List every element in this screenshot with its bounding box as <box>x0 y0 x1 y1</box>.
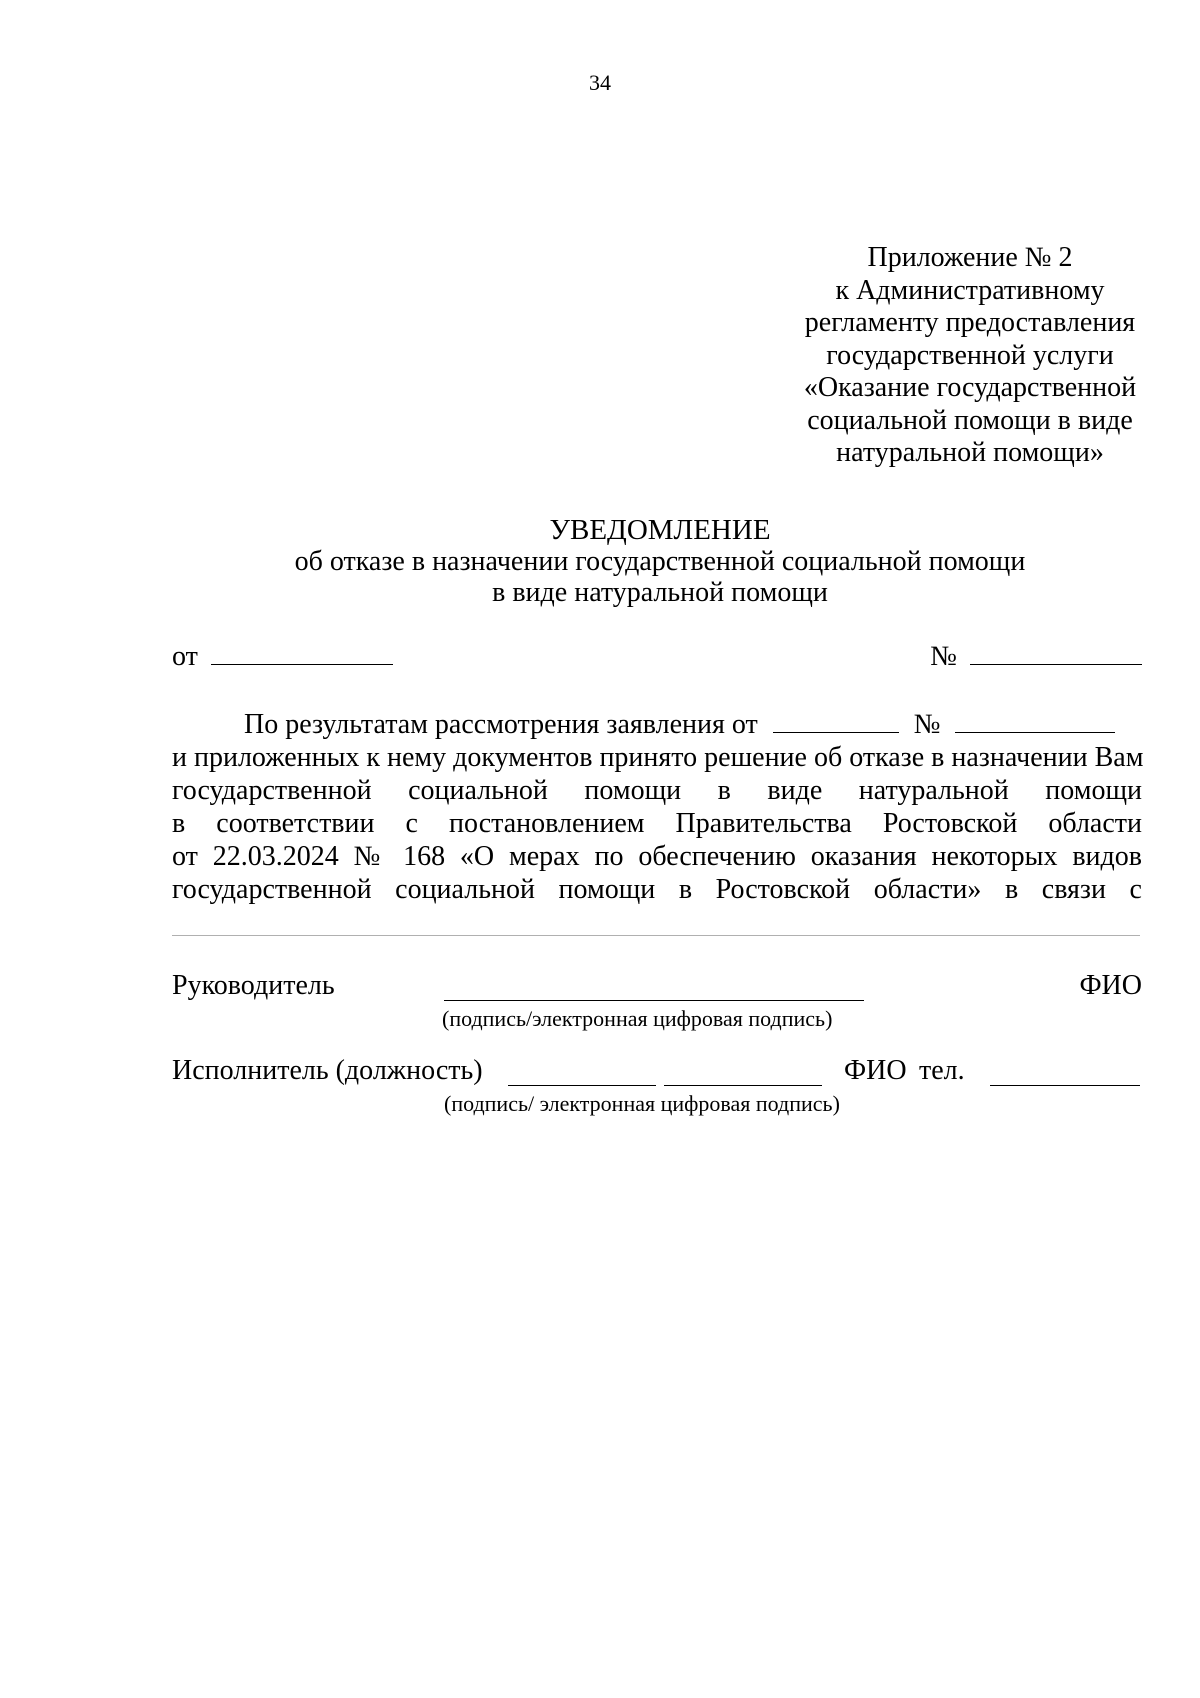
executor-phone-label: тел. <box>919 1055 965 1086</box>
number-blank[interactable] <box>970 640 1142 665</box>
appendix-line: натуральной помощи» <box>836 437 1104 468</box>
date-blank[interactable] <box>211 640 393 665</box>
body-line-2: и приложенных к нему документов принято решение об отказе в назначении Вам <box>172 742 1144 773</box>
appendix-line: «Оказание государственной <box>803 372 1137 403</box>
date-number-row <box>172 640 1142 680</box>
executor-signature-row <box>172 1055 1142 1135</box>
executor-phone-line[interactable] <box>990 1055 1140 1086</box>
notice-subtitle-line1: об отказе в назначении государственной социальной помощи <box>294 546 1026 577</box>
body-line-6: государственной социальной помощи в Ростовской области» в связи с <box>172 874 1142 905</box>
page-number: 34 <box>589 70 611 95</box>
head-signature-line[interactable] <box>444 970 864 1001</box>
appendix-line: социальной помощи в виде <box>807 404 1133 436</box>
executor-label: Исполнитель (должность) <box>172 1055 483 1086</box>
notice-subtitle-line2: в виде натуральной помощи <box>492 577 828 608</box>
number-label: № <box>930 641 957 672</box>
body-line-4: в соответствии с постановлением Правительства Ростовской области <box>172 808 1142 839</box>
head-signature-row <box>172 970 1142 1050</box>
notice-body <box>172 708 1142 906</box>
body-line-3: государственной социальной помощи в виде натуральной помощи <box>172 775 1142 806</box>
application-number-blank[interactable] <box>955 708 1115 733</box>
date-field <box>172 640 393 673</box>
date-label: от <box>172 641 198 672</box>
body-line-5: от 22.03.2024 № 168 «О мерах по обеспечению оказания некоторых видов <box>172 841 1142 872</box>
body-line-1-text: По результатам рассмотрения заявления от <box>244 709 758 740</box>
notice-title-block <box>0 515 1200 608</box>
appendix-header <box>780 242 1160 470</box>
appendix-line: к Административному <box>835 274 1105 306</box>
head-signature-caption: (подпись/электронная цифровая подпись) <box>442 1006 833 1031</box>
application-number-label: № <box>913 709 941 740</box>
head-fio: ФИО <box>1079 970 1142 1001</box>
number-field <box>930 640 1142 673</box>
appendix-line: государственной услуги <box>826 339 1114 371</box>
executor-signature-caption: (подпись/ электронная цифровая подпись) <box>444 1091 840 1116</box>
executor-name-line[interactable] <box>664 1055 822 1086</box>
executor-fio: ФИО <box>844 1055 907 1086</box>
appendix-line: регламенту предоставления <box>804 307 1136 338</box>
notice-title: УВЕДОМЛЕНИЕ <box>549 514 771 546</box>
application-date-blank[interactable] <box>773 708 899 733</box>
appendix-line: Приложение № 2 <box>867 242 1073 273</box>
body-line-1 <box>172 708 1142 741</box>
head-label: Руководитель <box>172 970 335 1001</box>
reason-line[interactable] <box>172 935 1140 936</box>
executor-signature-line[interactable] <box>508 1055 656 1086</box>
